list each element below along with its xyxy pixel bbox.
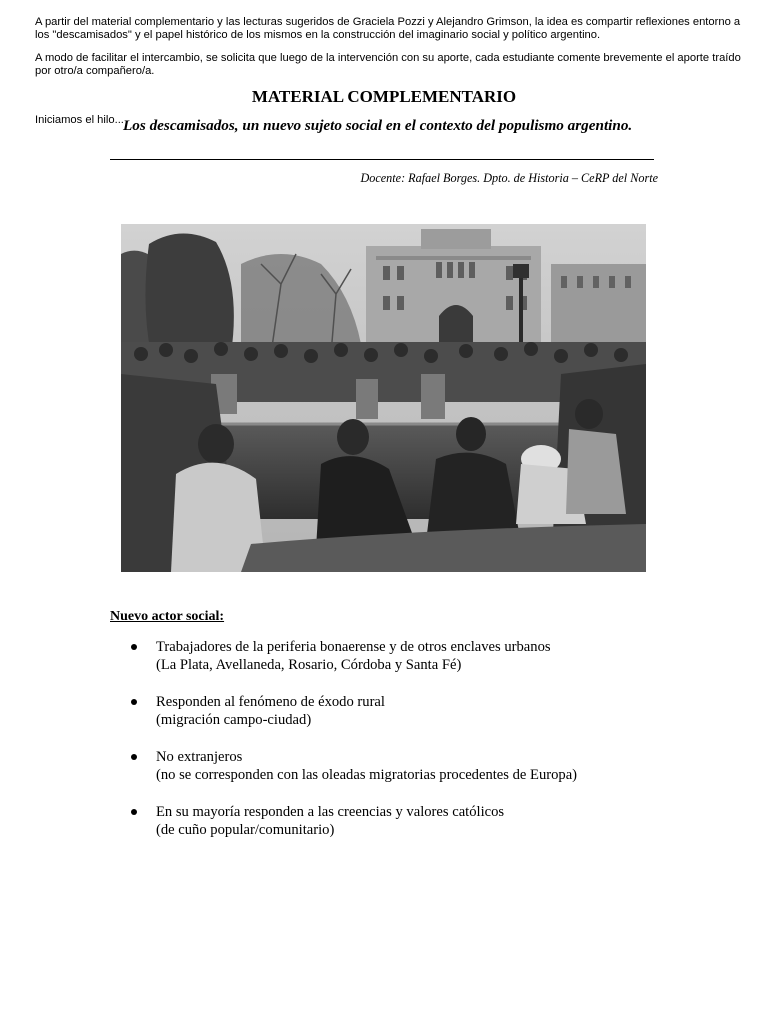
document-heading: MATERIAL COMPLEMENTARIO bbox=[251, 87, 517, 106]
list-item bbox=[110, 803, 730, 839]
list-item-subtext: (migración campo-ciudad) bbox=[156, 712, 312, 728]
bullet-icon bbox=[131, 699, 137, 705]
list-item bbox=[110, 693, 730, 729]
list-item bbox=[110, 748, 730, 784]
historical-photo bbox=[121, 224, 646, 572]
list-item-subtext: (de cuño popular/comunitario) bbox=[156, 822, 335, 838]
horizontal-rule bbox=[110, 159, 654, 160]
intro-paragraph-2 bbox=[35, 52, 765, 77]
intro-line: A modo de facilitar el intercambio, se solicita que luego de la intervención con su aporte, cada estudiante comente brevemente el aporte traído bbox=[35, 52, 741, 64]
bullet-icon bbox=[131, 644, 137, 650]
intro-line: por otro/a compañero/a. bbox=[35, 64, 155, 77]
list-item-subtext: (no se corresponden con las oleadas migratorias procedentes de Europa) bbox=[156, 767, 578, 783]
list-item-text: En su mayoría responden a las creencias y valores católicos bbox=[156, 804, 505, 820]
intro-paragraph-1 bbox=[35, 16, 765, 41]
list-item-text: Responden al fenómeno de éxodo rural bbox=[156, 694, 385, 710]
bullet-list bbox=[110, 638, 730, 858]
list-item-text: No extranjeros bbox=[156, 749, 243, 765]
section-title: Nuevo actor social: bbox=[110, 609, 225, 624]
bullet-icon bbox=[131, 754, 137, 760]
intro-line: A partir del material complementario y las lecturas sugeridos de Graciela Pozzi y Alejandro Grimson, la idea es compartir reflexiones entorno a bbox=[35, 16, 741, 28]
list-item-text: Trabajadores de la periferia bonaerense y de otros enclaves urbanos bbox=[156, 639, 551, 655]
bullet-icon bbox=[131, 809, 137, 815]
list-item-subtext: (La Plata, Avellaneda, Rosario, Córdoba y Santa Fé) bbox=[156, 657, 462, 673]
docente-credit: Docente: Rafael Borges. Dpto. de Historia – CeRP del Norte bbox=[360, 171, 658, 185]
intro-line: los "descamisados" y el papel histórico de los mismos en la construcción del imaginario social y político argentino. bbox=[35, 28, 601, 41]
document-subtitle: Los descamisados, un nuevo sujeto social en el contexto del populismo argentino. bbox=[123, 117, 633, 134]
list-item bbox=[110, 638, 730, 674]
thread-starter-text: Iniciamos el hilo... bbox=[35, 114, 124, 126]
